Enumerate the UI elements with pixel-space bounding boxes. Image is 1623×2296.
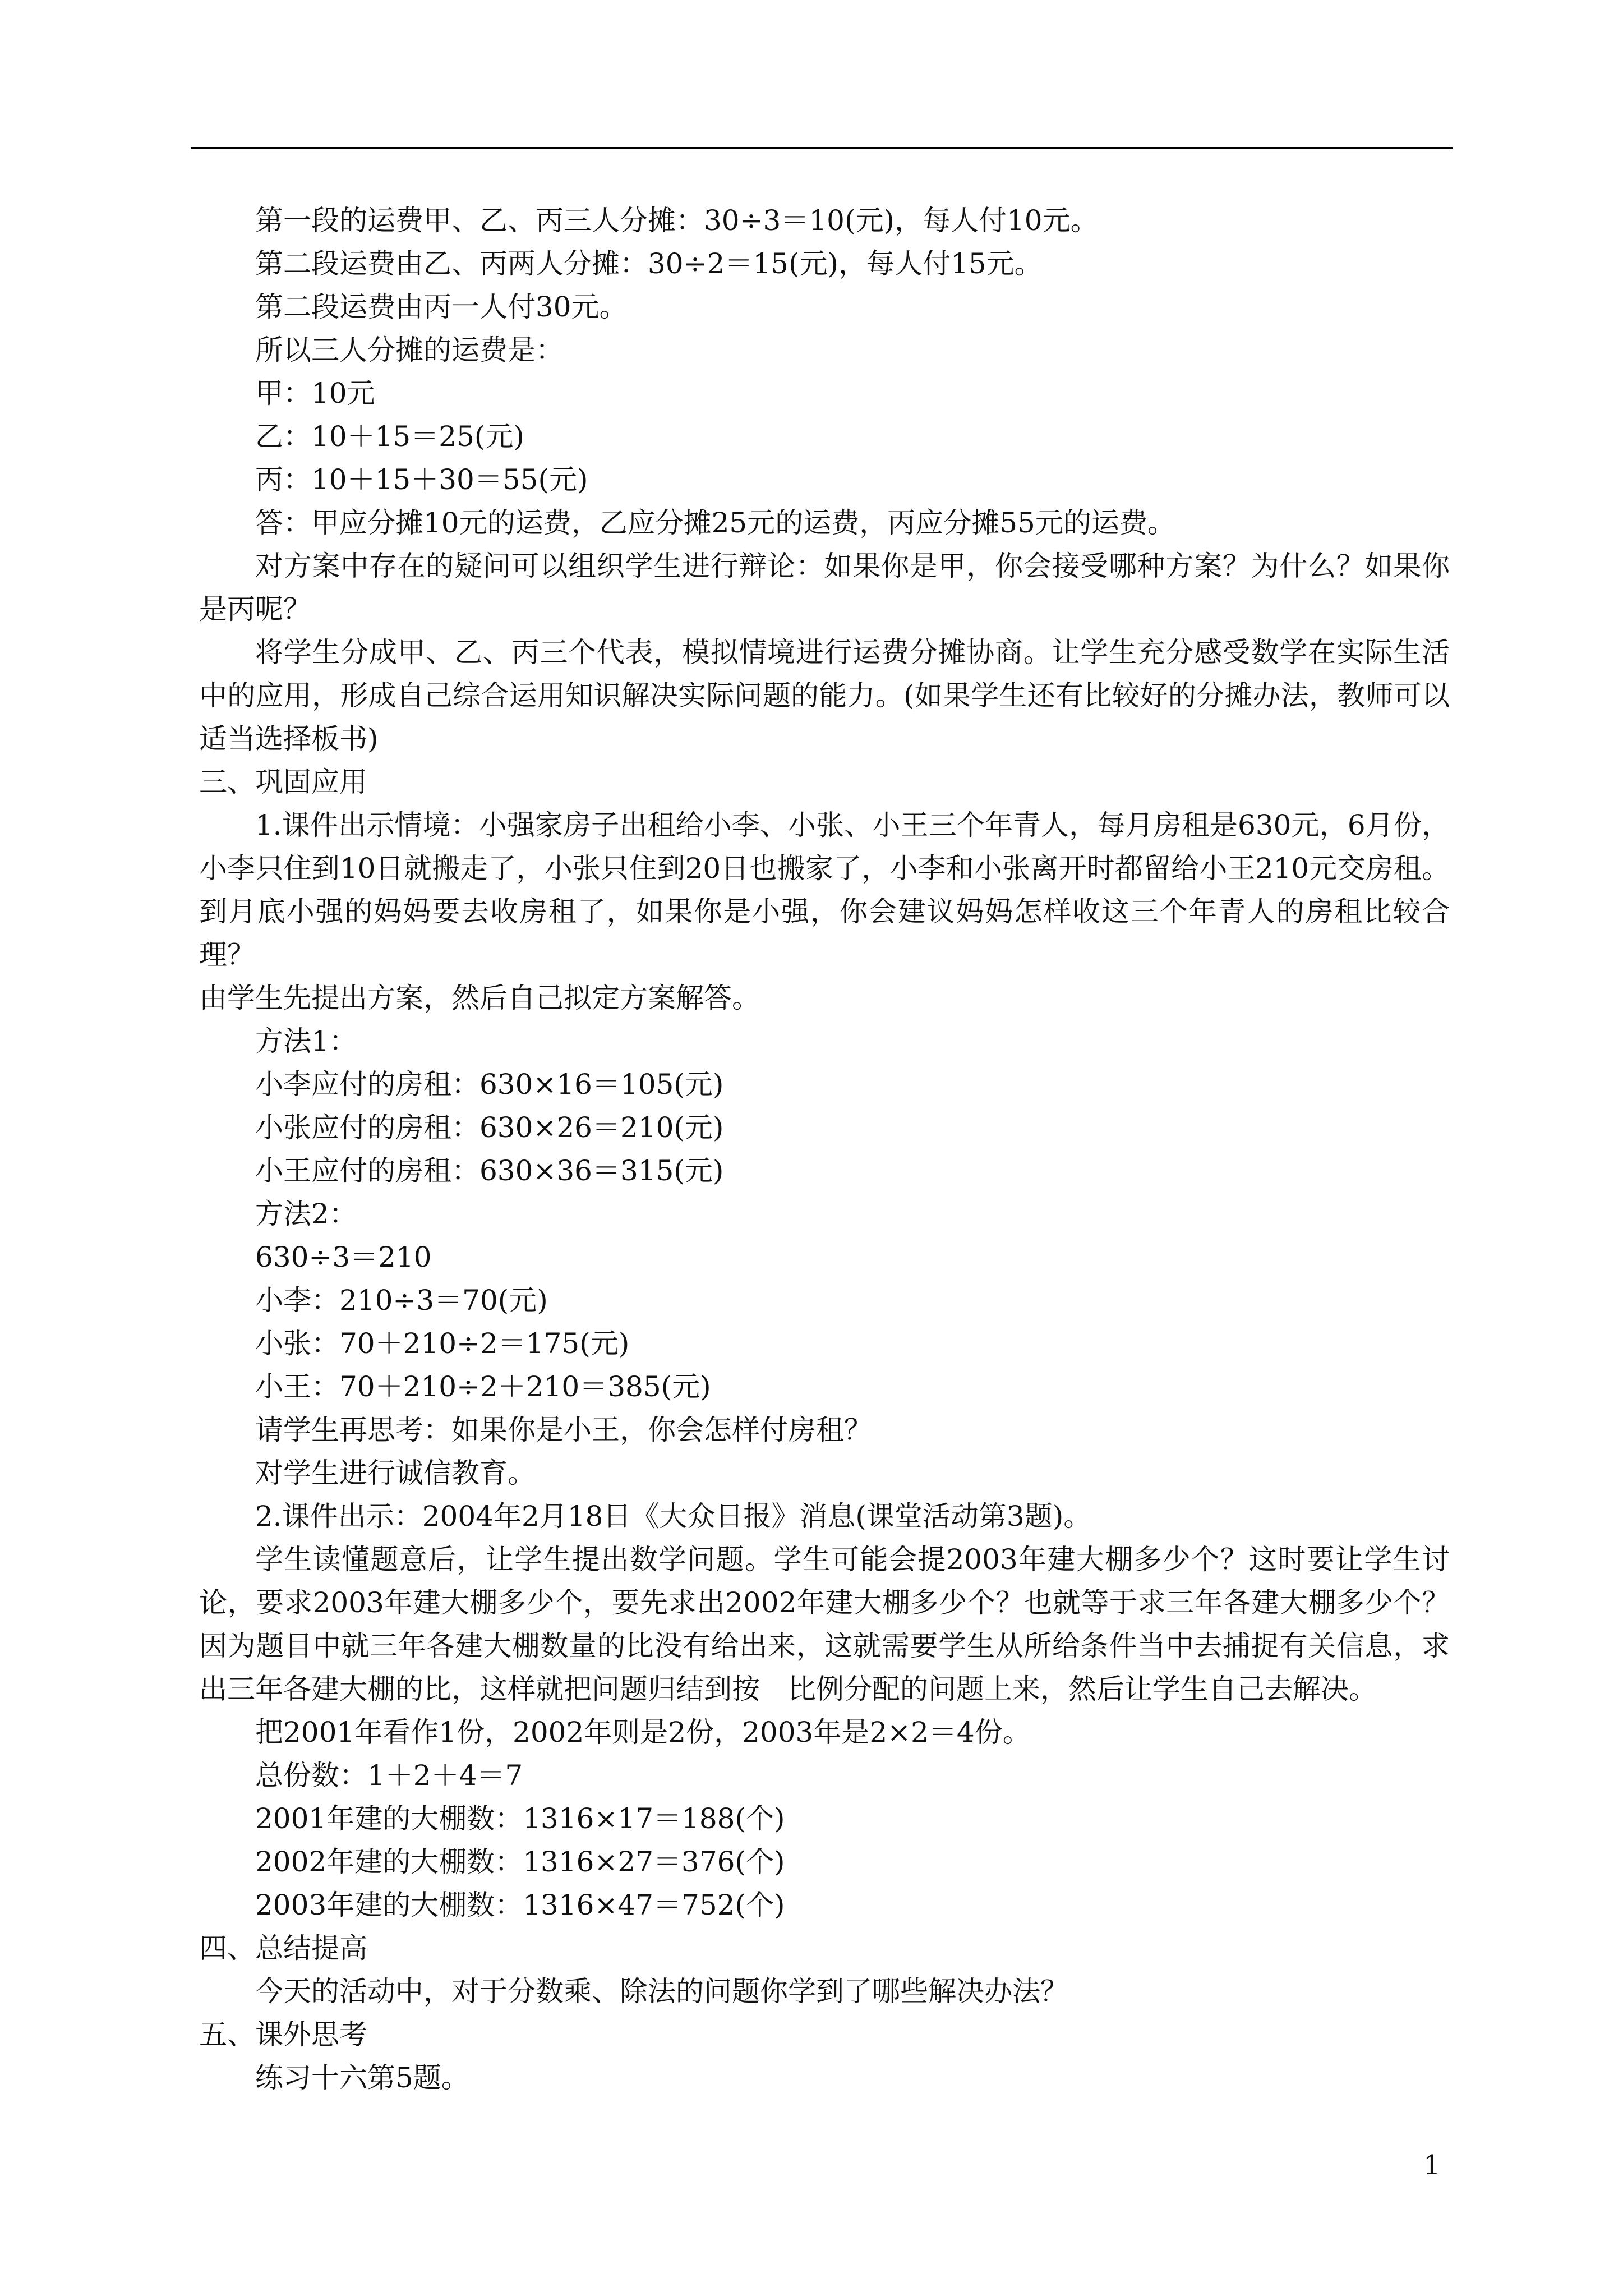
text-line: 小张应付的房租：630×26＝210(元) — [255, 1111, 724, 1144]
paragraph: 将学生分成甲、乙、丙三个代表，模拟情境进行运费分摊协商。让学生充分感受数学在实际生活中的应用，形成自己综合运用知识解决实际问题的能力。(如果学生还有比较好的分摊办法，教师可以适当选择板书) — [199, 636, 1450, 755]
document-body — [199, 199, 1450, 2100]
page-number: 1 — [1423, 2150, 1441, 2181]
text-line: 2.课件出示：2004年2月18日《大众日报》消息(课堂活动第3题)。 — [255, 1500, 1092, 1533]
paragraph: 对方案中存在的疑问可以组织学生进行辩论：如果你是甲，你会接受哪种方案？为什么？如果你是丙呢？ — [199, 550, 1450, 625]
text-line: 小李应付的房租：630×16＝105(元) — [255, 1068, 724, 1101]
text-line: 由学生先提出方案，然后自己拟定方案解答。 — [199, 982, 760, 1014]
text-line: 把2001年看作1份，2002年则是2份，2003年是2×2＝4份。 — [255, 1716, 1031, 1749]
text-line: 丙：10＋15＋30＝55(元) — [255, 463, 588, 496]
text-line: 2002年建的大棚数：1316×27＝376(个) — [255, 1846, 785, 1878]
text-line: 小李：210÷3＝70(元) — [255, 1284, 548, 1317]
text-line: 乙：10＋15＝25(元) — [255, 420, 524, 453]
text-line: 小王：70＋210÷2＋210＝385(元) — [255, 1370, 711, 1403]
text-line: 第二段运费由乙、丙两人分摊：30÷2＝15(元)，每人付15元。 — [255, 247, 1043, 280]
text-line: 630÷3＝210 — [255, 1241, 432, 1273]
text-line: 甲：10元 — [255, 377, 375, 409]
text-line: 练习十六第5题。 — [255, 2062, 469, 2094]
section-heading: 四、总结提高 — [199, 1932, 367, 1964]
text-line: 2001年建的大棚数：1316×17＝188(个) — [255, 1802, 785, 1835]
text-line: 2003年建的大棚数：1316×47＝752(个) — [255, 1889, 785, 1921]
paragraph: 1.课件出示情境：小强家房子出租给小李、小张、小王三个年青人，每月房租是630元，6月份，小李只住到10日就搬走了，小张只住到20日也搬家了，小李和小张离开时都留给小王210元交房租。到月底小强的妈妈要去收房租了，如果你是小强，你会建议妈妈怎样收这三个年青人的房租比较合理？ — [199, 809, 1450, 971]
text-line: 答：甲应分摊10元的运费，乙应分摊25元的运费，丙应分摊55元的运费。 — [255, 507, 1175, 539]
text-line: 今天的活动中，对于分数乘、除法的问题你学到了哪些解决办法？ — [255, 1975, 1068, 2008]
text-line: 总份数：1＋2＋4＝7 — [255, 1759, 523, 1792]
text-line: 小张：70＋210÷2＝175(元) — [255, 1327, 630, 1360]
text-line: 第二段运费由丙一人付30元。 — [255, 291, 628, 323]
paragraph: 学生读懂题意后，让学生提出数学问题。学生可能会提2003年建大棚多少个？这时要让学生讨论，要求2003年建大棚多少个，要先求出2002年建大棚多少个？也就等于求三年各建大棚多少个？因为题目中就三年各建大棚数量的比没有给出来，这就需要学生从所给条件当中去捕捉有关信息，求出三年各建大棚的比，这样就把问题归结到按 比例分配的问题上来，然后让学生自己去解决。 — [199, 1543, 1450, 1705]
text-line: 所以三人分摊的运费是： — [255, 334, 564, 366]
section-heading: 五、课外思考 — [199, 2018, 367, 2051]
text-line: 小王应付的房租：630×36＝315(元) — [255, 1154, 724, 1187]
text-line: 方法1： — [255, 1025, 357, 1057]
text-line: 对学生进行诚信教育。 — [255, 1457, 536, 1489]
text-line: 请学生再思考：如果你是小王，你会怎样付房租？ — [255, 1414, 872, 1446]
text-line: 方法2： — [255, 1198, 357, 1230]
section-heading: 三、巩固应用 — [199, 766, 367, 798]
header-rule — [191, 147, 1453, 149]
text-line: 第一段的运费甲、乙、丙三人分摊：30÷3＝10(元)，每人付10元。 — [255, 204, 1099, 237]
